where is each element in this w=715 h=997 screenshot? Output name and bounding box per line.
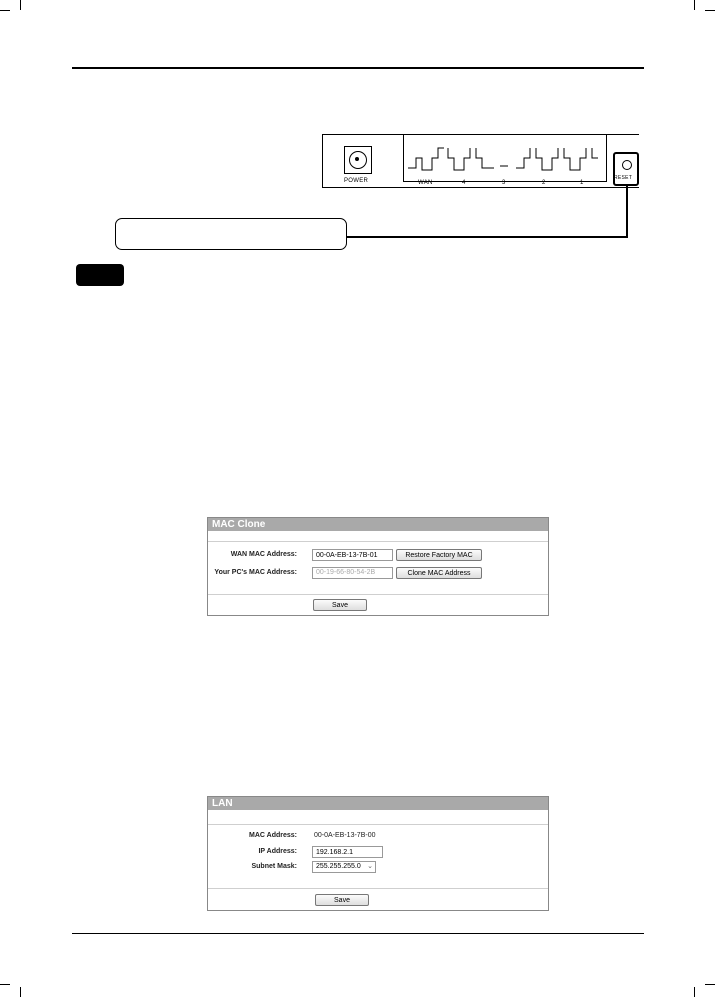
subnet-mask-select[interactable]	[312, 861, 376, 873]
crop-mark	[705, 10, 715, 11]
crop-mark	[0, 984, 10, 985]
pc-mac-field: 00-19-66-80-54-2B	[312, 567, 393, 579]
header-rule	[72, 67, 644, 69]
crop-mark	[20, 987, 21, 997]
crop-mark	[694, 987, 695, 997]
ip-address-label: IP Address:	[258, 848, 297, 855]
chevron-down-icon: ⌄	[367, 863, 373, 870]
lan-port-3-label: 3	[502, 180, 506, 186]
ethernet-ports-icon	[404, 140, 604, 176]
crop-mark	[705, 984, 715, 985]
lan-panel	[207, 796, 549, 911]
reset-button-icon	[622, 160, 632, 170]
pc-mac-label: Your PC's MAC Address:	[214, 569, 297, 576]
power-jack-icon	[344, 146, 372, 174]
lan-title: LAN	[208, 797, 548, 810]
wan-mac-label: WAN MAC Address:	[230, 551, 297, 558]
note-badge	[76, 264, 124, 286]
reset-port-label: RESET	[614, 175, 633, 181]
footer-rule	[72, 933, 644, 934]
wan-mac-field[interactable]	[312, 549, 393, 561]
lan-subheader	[208, 810, 548, 825]
restore-factory-mac-button[interactable]: Restore Factory MAC	[396, 549, 482, 561]
mac-clone-panel	[207, 517, 549, 616]
mac-clone-footer	[208, 594, 548, 595]
crop-mark	[0, 10, 10, 11]
lan-port-2-label: 2	[542, 180, 546, 186]
mac-clone-save-button[interactable]: Save	[313, 599, 367, 611]
lan-footer	[208, 888, 548, 889]
lan-mac-label: MAC Address:	[249, 832, 297, 839]
mac-clone-subheader	[208, 531, 548, 542]
callout-box	[115, 218, 347, 250]
lan-save-button[interactable]: Save	[315, 894, 369, 906]
crop-mark	[694, 0, 695, 10]
ip-address-field[interactable]	[312, 846, 383, 858]
callout-leader-vertical	[626, 186, 628, 238]
lan-mac-value: 00-0A-EB-13-7B-00	[314, 832, 376, 839]
mac-clone-title: MAC Clone	[208, 518, 548, 531]
callout-leader-horizontal	[344, 236, 628, 238]
lan-port-4-label: 4	[462, 180, 466, 186]
lan-port-1-label: 1	[580, 180, 584, 186]
wan-port-label: WAN	[418, 180, 433, 186]
crop-mark	[20, 0, 21, 10]
clone-mac-address-button[interactable]: Clone MAC Address	[396, 567, 482, 579]
subnet-mask-label: Subnet Mask:	[251, 863, 297, 870]
power-port-label: POWER	[344, 178, 369, 184]
subnet-mask-value: 255.255.255.0	[316, 863, 361, 870]
